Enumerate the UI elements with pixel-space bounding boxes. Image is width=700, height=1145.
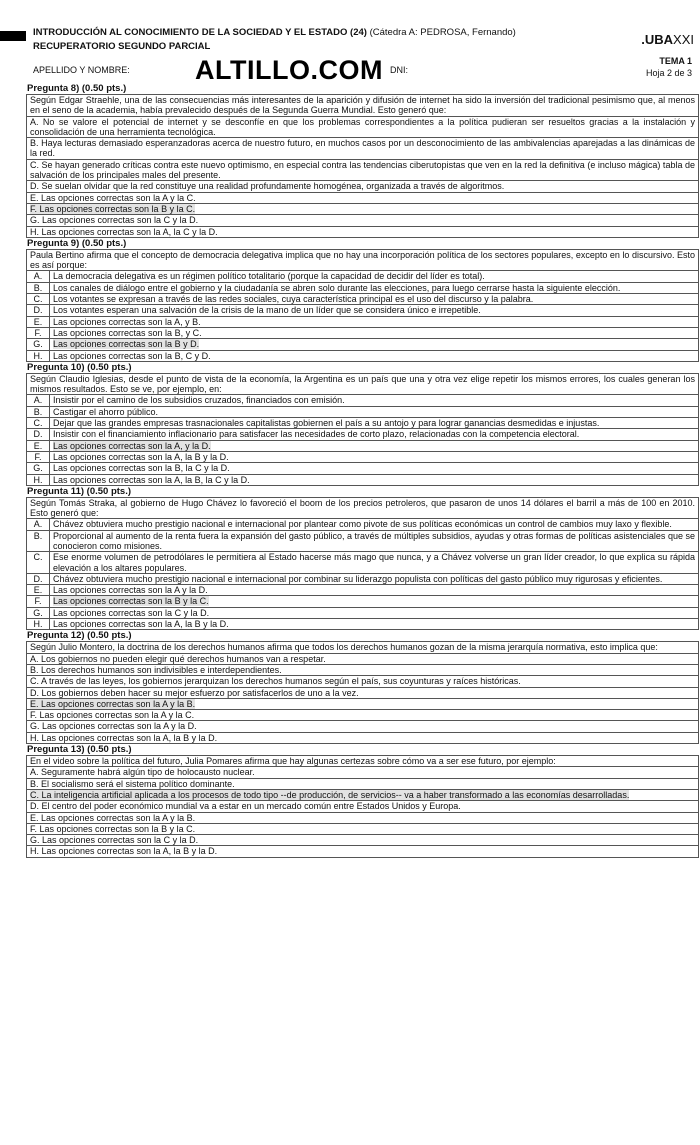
answer-option[interactable] — [27, 835, 699, 846]
exam-title: RECUPERATORIO SEGUNDO PARCIAL — [33, 41, 211, 52]
name-label: APELLIDO Y NOMBRE: — [33, 65, 130, 75]
answer-option[interactable] — [27, 350, 699, 361]
question-table — [26, 249, 699, 362]
option-text: Las opciones correctas son la A, la B y la D. — [50, 619, 699, 630]
answer-option[interactable] — [27, 767, 699, 778]
option-letter: B. — [27, 282, 50, 293]
option-text: Proporcional al aumento de la renta fuera la expansión del gasto público, a través de múltiples subsidios, ayudas y otras formas de políticas asistenciales que se conocieron como misiones. — [50, 530, 699, 552]
answer-option[interactable] — [27, 440, 699, 451]
answer-option[interactable] — [27, 192, 699, 203]
question-table — [26, 641, 699, 744]
tema-label: TEMA 1 — [659, 56, 692, 66]
answer-option[interactable] — [27, 181, 699, 192]
option-text: Las opciones correctas son la B y D. — [50, 339, 699, 350]
answer-option[interactable] — [27, 519, 699, 530]
option-letter: A. — [27, 271, 50, 282]
answer-option[interactable] — [27, 271, 699, 282]
answer-option[interactable] — [27, 552, 699, 574]
option-text: Insistir con el financiamiento inflacionario para satisfacer las necesidades de corto plazo, relacionadas con la competencia electoral. — [50, 429, 699, 440]
answer-option[interactable] — [27, 619, 699, 630]
answer-option[interactable] — [27, 653, 699, 664]
option-text: Los canales de diálogo entre el gobierno y la ciudadanía se abren solo durante las elecciones, para luego cerrarse hasta la siguiente elección. — [50, 282, 699, 293]
question-title: Pregunta 12) (0.50 pts.) — [27, 630, 132, 642]
watermark: ALTILLO.COM — [195, 55, 383, 85]
option-text: D. Los gobiernos deben hacer su mejor esfuerzo por satisfacerlos de uno a la vez. — [27, 687, 699, 698]
answer-option[interactable] — [27, 451, 699, 462]
option-text: Las opciones correctas son la C y la D. — [50, 607, 699, 618]
question-title: Pregunta 13) (0.50 pts.) — [27, 744, 132, 756]
option-text: Chávez obtuviera mucho prestigio nacional e internacional por plantear como pivote de sus políticas económicas un control de cambios muy laxo y flexible. — [50, 519, 699, 530]
option-text: Las opciones correctas son la A, y la D. — [50, 440, 699, 451]
question-stem: En el video sobre la política del futuro, Julia Pomares afirma que hay algunas certezas sobre cómo va a ser ese futuro, por ejemplo: — [27, 756, 699, 767]
option-text: B. El socialismo será el sistema político dominante. — [27, 778, 699, 789]
option-letter: G. — [27, 607, 50, 618]
answer-option[interactable] — [27, 282, 699, 293]
option-letter: G. — [27, 339, 50, 350]
option-letter: C. — [27, 552, 50, 574]
answer-option[interactable] — [27, 710, 699, 721]
option-text: La democracia delegativa es un régimen político totalitario (porque la capacidad de decidir del líder es total). — [50, 271, 699, 282]
answer-option[interactable] — [27, 429, 699, 440]
option-letter: G. — [27, 463, 50, 474]
question-stem: Paula Bertino afirma que el concepto de democracia delegativa implica que no hay una incorporación política de los sectores populares, excepto en lo discursivo. Esto es así porque: — [27, 249, 699, 271]
option-text: Chávez obtuviera mucho prestigio nacional e internacional por combinar su liderazgo populista con políticas del gasto público muy rigurosas y eficientes. — [50, 573, 699, 584]
option-letter: A. — [27, 395, 50, 406]
option-letter: F. — [27, 596, 50, 607]
option-text: Las opciones correctas son la A y la D. — [50, 585, 699, 596]
option-text: Ese enorme volumen de petrodólares le permitiera al Estado hacerse más mago que nunca, y a Chávez volverse un gran líder creador, lo que explica su rápida elevación a los altares populares. — [50, 552, 699, 574]
option-letter: E. — [27, 585, 50, 596]
option-text: Insistir por el camino de los subsidios cruzados, financiados con emisión. — [50, 395, 699, 406]
answer-option[interactable] — [27, 721, 699, 732]
question-title: Pregunta 9) (0.50 pts.) — [27, 237, 127, 249]
option-text: B. Los derechos humanos son indivisibles e interdependientes. — [27, 664, 699, 675]
option-text: G. Las opciones correctas son la A y la D. — [27, 721, 699, 732]
option-text: A. No se valore el potencial de internet y se desconfíe en que los problemas correspondientes a la política pudieran ser resueltos gracias a la instalación y consolidación de una herramienta tecnológica. — [27, 116, 699, 138]
option-text: A. Seguramente habrá algún tipo de holocausto nuclear. — [27, 767, 699, 778]
answer-option[interactable] — [27, 801, 699, 812]
course-title: INTRODUCCIÓN AL CONOCIMIENTO DE LA SOCIEDAD Y EL ESTADO (24) (Cátedra A: PEDROSA, Fernando) — [33, 27, 516, 38]
option-text: Las opciones correctas son la B, C y D. — [50, 350, 699, 361]
option-letter: H. — [27, 350, 50, 361]
option-text: G. Las opciones correctas son la C y la D. — [27, 215, 699, 226]
option-text: D. Se suelan olvidar que la red constituye una realidad profundamente homogénea, organizada a través de algoritmos. — [27, 181, 699, 192]
option-letter: D. — [27, 429, 50, 440]
answer-option[interactable] — [27, 203, 699, 214]
question-table — [26, 755, 699, 858]
option-letter: A. — [27, 519, 50, 530]
option-letter: F. — [27, 451, 50, 462]
answer-option[interactable] — [27, 573, 699, 584]
answer-option[interactable] — [27, 339, 699, 350]
option-text: H. Las opciones correctas son la A, la B y la D. — [27, 846, 699, 857]
option-text: C. A través de las leyes, los gobiernos jerarquizan los derechos humanos según el país, sus coyunturas y raíces históricas. — [27, 676, 699, 687]
option-letter: D. — [27, 305, 50, 316]
option-text: Las opciones correctas son la A, la B, la C y la D. — [50, 474, 699, 485]
option-text: C. Se hayan generado críticas contra este nuevo optimismo, en especial contra las tendencias ciberutopistas que ven en la red la definitiva (e incluso mágica) tabla de salvación de los principales males del presente. — [27, 159, 699, 181]
option-text: E. Las opciones correctas son la A y la C. — [27, 192, 699, 203]
answer-option[interactable] — [27, 676, 699, 687]
option-letter: C. — [27, 294, 50, 305]
answer-option[interactable] — [27, 327, 699, 338]
option-text: G. Las opciones correctas son la C y la D. — [27, 835, 699, 846]
option-text: Dejar que las grandes empresas trasnacionales capitalistas gobiernen el país a su antojo y para lograr ganancias desmedidas e injustas. — [50, 418, 699, 429]
black-margin-mark — [0, 31, 26, 41]
answer-option[interactable] — [27, 395, 699, 406]
question-table — [26, 94, 699, 238]
answer-option[interactable] — [27, 406, 699, 417]
answer-option[interactable] — [27, 585, 699, 596]
option-text: Las opciones correctas son la A, la B y la D. — [50, 451, 699, 462]
option-text: D. El centro del poder económico mundial va a estar en un mercado común entre Estados Unidos y Europa. — [27, 801, 699, 812]
question-stem: Según Tomás Straka, al gobierno de Hugo Chávez lo favoreció el boom de los precios petroleros, que pasaron de unos 14 dólares el barril a más de 100 en 2010. Esto generó que: — [27, 497, 699, 519]
answer-option[interactable] — [27, 474, 699, 485]
answer-option[interactable] — [27, 812, 699, 823]
question-title: Pregunta 8) (0.50 pts.) — [27, 83, 127, 94]
option-text: F. Las opciones correctas son la B y la C. — [27, 823, 699, 834]
option-text: Castigar el ahorro público. — [50, 406, 699, 417]
answer-option[interactable] — [27, 778, 699, 789]
option-text: A. Los gobiernos no pueden elegir qué derechos humanos van a respetar. — [27, 653, 699, 664]
option-text: F. Las opciones correctas son la A y la C. — [27, 710, 699, 721]
dni-label: DNI: — [390, 65, 408, 75]
option-text: Las opciones correctas son la B, la C y la D. — [50, 463, 699, 474]
answer-option[interactable] — [27, 294, 699, 305]
option-text: F. Las opciones correctas son la B y la C. — [27, 203, 699, 214]
answer-option[interactable] — [27, 159, 699, 181]
answer-option[interactable] — [27, 664, 699, 675]
question-table — [26, 373, 699, 486]
question-stem: Según Claudio Iglesias, desde el punto de vista de la economía, la Argentina es un país que una y otra vez elige repetir los mismos errores, los cuales generan los mismos resultados. Esto se ve, por ejemplo, en: — [27, 373, 699, 395]
option-letter: B. — [27, 406, 50, 417]
answer-option[interactable] — [27, 823, 699, 834]
answer-option[interactable] — [27, 596, 699, 607]
answer-option[interactable] — [27, 607, 699, 618]
answer-option[interactable] — [27, 138, 699, 160]
option-letter: B. — [27, 530, 50, 552]
question-title: Pregunta 11) (0.50 pts.) — [27, 485, 132, 497]
option-text: Los votantes esperan una salvación de la crisis de la mano de un líder que se considera único e irrepetible. — [50, 305, 699, 316]
option-text: B. Haya lecturas demasiado esperanzadoras acerca de nuestro futuro, en muchos casos por un desconocimiento de las ambivalencias aparejadas a las dinámicas de la red. — [27, 138, 699, 160]
answer-option[interactable] — [27, 687, 699, 698]
option-text: C. La inteligencia artificial aplicada a los procesos de todo tipo --de producción, de servicios-- va a haber transformado a las economías desarrolladas. — [27, 789, 699, 800]
answer-option[interactable] — [27, 698, 699, 709]
answer-option[interactable] — [27, 215, 699, 226]
option-text: E. Las opciones correctas son la A y la B. — [27, 698, 699, 709]
answer-option[interactable] — [27, 530, 699, 552]
answer-option[interactable] — [27, 305, 699, 316]
answer-option[interactable] — [27, 116, 699, 138]
questions-list — [26, 83, 699, 858]
question-stem: Según Edgar Straehle, una de las consecuencias más interesantes de la aparición y difusión de internet ha sido la inversión del tradicional pesimismo que, al menos en el seno de la academia, había prevalecido después de la Segunda Guerra Mundial. Esto generó que: — [27, 95, 699, 117]
option-text: Las opciones correctas son la A, y B. — [50, 316, 699, 327]
answer-option[interactable] — [27, 732, 699, 743]
question-stem: Según Julio Montero, la doctrina de los derechos humanos afirma que todos los derechos humanos gozan de la misma jerarquía normativa, esto implica que: — [27, 642, 699, 653]
option-letter: E. — [27, 440, 50, 451]
page-number: Hoja 2 de 3 — [645, 68, 692, 78]
answer-option[interactable] — [27, 789, 699, 800]
answer-option[interactable] — [27, 226, 699, 237]
option-letter: C. — [27, 418, 50, 429]
option-text: Los votantes se expresan a través de las redes sociales, cuya característica principal es el uso del discurso y la palabra. — [50, 294, 699, 305]
answer-option[interactable] — [27, 316, 699, 327]
option-letter: F. — [27, 327, 50, 338]
question-title: Pregunta 10) (0.50 pts.) — [27, 361, 132, 373]
uba-logo: .UBAXXI — [641, 32, 694, 47]
option-letter: D. — [27, 573, 50, 584]
option-text: H. Las opciones correctas son la A, la C y la D. — [27, 226, 699, 237]
option-text: E. Las opciones correctas son la A y la B. — [27, 812, 699, 823]
option-text: H. Las opciones correctas son la A, la B y la D. — [27, 732, 699, 743]
option-letter: E. — [27, 316, 50, 327]
answer-option[interactable] — [27, 463, 699, 474]
question-table — [26, 497, 699, 631]
option-text: Las opciones correctas son la B, y C. — [50, 327, 699, 338]
option-letter: H. — [27, 619, 50, 630]
option-letter: H. — [27, 474, 50, 485]
answer-option[interactable] — [27, 846, 699, 857]
option-text: Las opciones correctas son la B y la C. — [50, 596, 699, 607]
answer-option[interactable] — [27, 418, 699, 429]
